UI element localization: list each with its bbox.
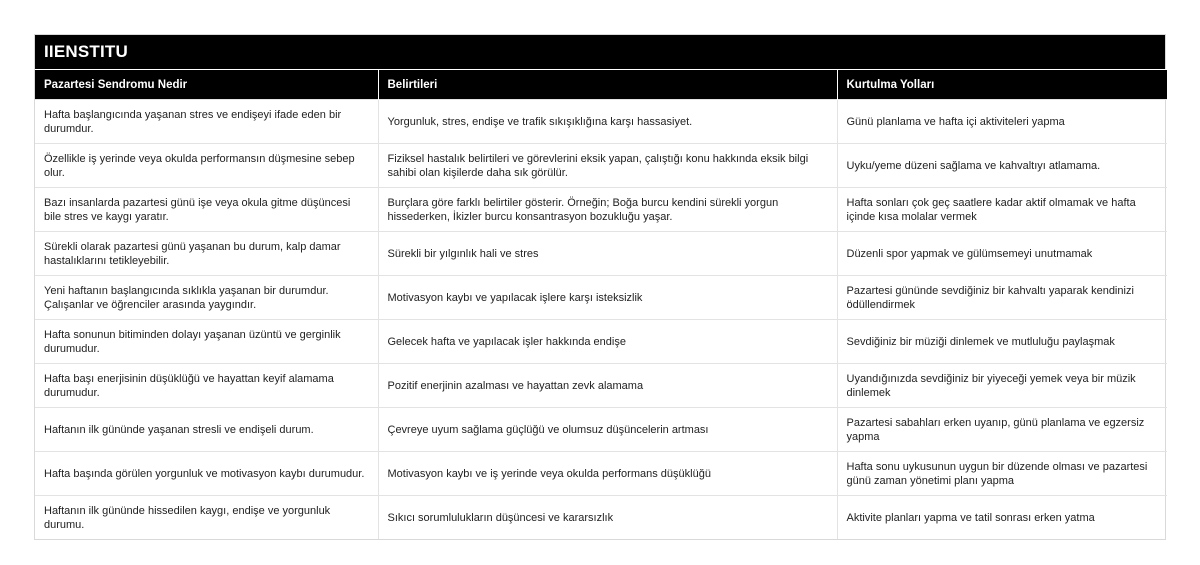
table-cell: Gelecek hafta ve yapılacak işler hakkında endişe	[378, 320, 837, 364]
table-cell: Motivasyon kaybı ve iş yerinde veya okulda performans düşüklüğü	[378, 452, 837, 496]
table-cell: Hafta sonunun bitiminden dolayı yaşanan üzüntü ve gerginlik durumudur.	[35, 320, 378, 364]
table-cell: Çevreye uyum sağlama güçlüğü ve olumsuz düşüncelerin artması	[378, 408, 837, 452]
table-row	[35, 408, 1167, 452]
table-cell: Düzenli spor yapmak ve gülümsemeyi unutmamak	[837, 232, 1167, 276]
table-cell: Yeni haftanın başlangıcında sıklıkla yaşanan bir durumdur. Çalışanlar ve öğrenciler arasında yaygındır.	[35, 276, 378, 320]
table-row	[35, 364, 1167, 408]
table-cell: Sevdiğiniz bir müziği dinlemek ve mutluluğu paylaşmak	[837, 320, 1167, 364]
table-card	[34, 34, 1166, 540]
table-cell: Pozitif enerjinin azalması ve hayattan zevk alamama	[378, 364, 837, 408]
table-row	[35, 496, 1167, 540]
table-row	[35, 276, 1167, 320]
table-cell: Pazartesi gününde sevdiğiniz bir kahvaltı yaparak kendinizi ödüllendirmek	[837, 276, 1167, 320]
table-cell: Günü planlama ve hafta içi aktiviteleri yapma	[837, 100, 1167, 144]
brand-title: IIENSTITU	[35, 35, 1165, 69]
table-cell: Motivasyon kaybı ve yapılacak işlere karşı isteksizlik	[378, 276, 837, 320]
table-body	[35, 100, 1167, 540]
table-cell: Hafta sonu uykusunun uygun bir düzende olması ve pazartesi günü zaman yönetimi planı yapma	[837, 452, 1167, 496]
table-cell: Bazı insanlarda pazartesi günü işe veya okula gitme düşüncesi bile stres ve kaygı yaratır.	[35, 188, 378, 232]
table-cell: Sürekli bir yılgınlık hali ve stres	[378, 232, 837, 276]
table-cell: Yorgunluk, stres, endişe ve trafik sıkışıklığına karşı hassasiyet.	[378, 100, 837, 144]
column-header-symptoms: Belirtileri	[378, 70, 837, 100]
table-cell: Haftanın ilk gününde yaşanan stresli ve endişeli durum.	[35, 408, 378, 452]
column-header-definition: Pazartesi Sendromu Nedir	[35, 70, 378, 100]
table-row	[35, 144, 1167, 188]
table-cell: Pazartesi sabahları erken uyanıp, günü planlama ve egzersiz yapma	[837, 408, 1167, 452]
table-row	[35, 452, 1167, 496]
table-cell: Burçlara göre farklı belirtiler gösterir. Örneğin; Boğa burcu kendini sürekli yorgun hissederken, İkizler burcu konsantrasyon bozukluğu yaşar.	[378, 188, 837, 232]
header-row	[35, 70, 1167, 100]
table-cell: Uyandığınızda sevdiğiniz bir yiyeceği yemek veya bir müzik dinlemek	[837, 364, 1167, 408]
table-row	[35, 232, 1167, 276]
table-cell: Hafta başlangıcında yaşanan stres ve endişeyi ifade eden bir durumdur.	[35, 100, 378, 144]
data-table	[35, 69, 1167, 539]
table-row	[35, 320, 1167, 364]
table-cell: Hafta sonları çok geç saatlere kadar aktif olmamak ve hafta içinde kısa molalar vermek	[837, 188, 1167, 232]
table-cell: Uyku/yeme düzeni sağlama ve kahvaltıyı atlamama.	[837, 144, 1167, 188]
table-cell: Fiziksel hastalık belirtileri ve görevlerini eksik yapan, çalıştığı konu hakkında eksik bilgi sahibi olan kişilerde daha sık görülür.	[378, 144, 837, 188]
table-cell: Hafta başında görülen yorgunluk ve motivasyon kaybı durumudur.	[35, 452, 378, 496]
column-header-remedies: Kurtulma Yolları	[837, 70, 1167, 100]
table-cell: Haftanın ilk gününde hissedilen kaygı, endişe ve yorgunluk durumu.	[35, 496, 378, 540]
table-cell: Sıkıcı sorumlulukların düşüncesi ve kararsızlık	[378, 496, 837, 540]
table-cell: Özellikle iş yerinde veya okulda performansın düşmesine sebep olur.	[35, 144, 378, 188]
table-cell: Sürekli olarak pazartesi günü yaşanan bu durum, kalp damar hastalıklarını tetikleyebilir.	[35, 232, 378, 276]
table-cell: Hafta başı enerjisinin düşüklüğü ve hayattan keyif alamama durumudur.	[35, 364, 378, 408]
table-row	[35, 188, 1167, 232]
table-cell: Aktivite planları yapma ve tatil sonrası erken yatma	[837, 496, 1167, 540]
table-row	[35, 100, 1167, 144]
